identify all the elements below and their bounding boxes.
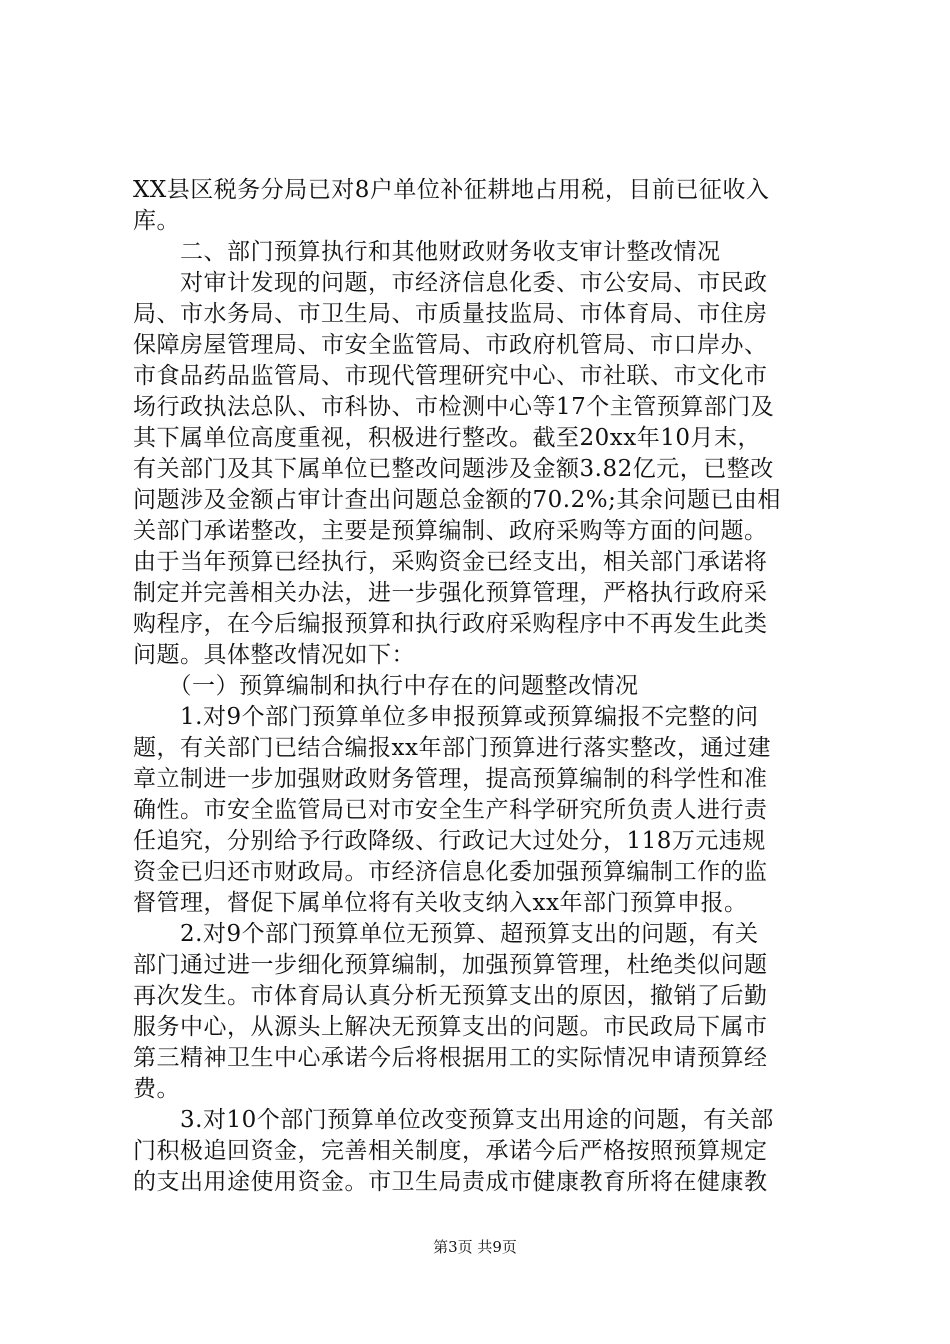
document-body [133,175,839,1198]
text-line: 第三精神卫生中心承诺今后将根据用工的实际情况申请预算经 [133,1045,768,1071]
text-line: 关部门承诺整改，主要是预算编制、政府采购等方面的问题。 [133,518,768,544]
text-line: 对审计发现的问题，市经济信息化委、市公安局、市民政 [133,270,768,296]
text-line: 再次发生。市体育局认真分析无预算支出的原因，撤销了后勤 [133,983,768,1009]
text-line: 问题涉及金额占审计查出问题总金额的70.2%;其余问题已由相 [133,487,781,513]
text-line: 库。 [133,208,180,234]
section-heading: 二、部门预算执行和其他财政财务收支审计整改情况 [133,239,721,265]
text-line: 门积极追回资金，完善相关制度，承诺今后严格按照预算规定 [133,1138,768,1164]
text-line: 费。 [133,1076,180,1102]
text-line: 制定并完善相关办法，进一步强化预算管理，严格执行政府采 [133,580,768,606]
text-line: 资金已归还市财政局。市经济信息化委加强预算编制工作的监 [133,859,768,885]
text-line: 保障房屋管理局、市安全监管局、市政府机管局、市口岸办、 [133,332,768,358]
text-line: 服务中心，从源头上解决无预算支出的问题。市民政局下属市 [133,1014,768,1040]
text-line: 其下属单位高度重视，积极进行整改。截至20xx年10月末， [133,425,761,451]
text-line: 有关部门及其下属单位已整改问题涉及金额3.82亿元，已整改 [133,456,774,482]
text-line: 章立制进一步加强财政财务管理，提高预算编制的科学性和准 [133,766,768,792]
subsection-heading: （一）预算编制和执行中存在的问题整改情况 [133,673,639,699]
text-line: 场行政执法总队、市科协、市检测中心等17个主管预算部门及 [133,394,775,420]
text-line: 督管理，督促下属单位将有关收支纳入xx年部门预算申报。 [133,890,748,916]
text-line: 市食品药品监管局、市现代管理研究中心、市社联、市文化市 [133,363,768,389]
text-line: 局、市水务局、市卫生局、市质量技监局、市体育局、市住房 [133,301,768,327]
text-line: 部门通过进一步细化预算编制，加强预算管理，杜绝类似问题 [133,952,768,978]
text-line: 任追究，分别给予行政降级、行政记大过处分，118万元违规 [133,828,766,854]
text-line: 的支出用途使用资金。市卫生局责成市健康教育所将在健康教 [133,1169,768,1195]
text-line: 确性。市安全监管局已对市安全生产科学研究所负责人进行责 [133,797,768,823]
text-line: 1.对9个部门预算单位多申报预算或预算编报不完整的问 [133,704,759,730]
text-line: 问题。具体整改情况如下： [133,642,415,668]
text-line: 题，有关部门已结合编报xx年部门预算进行落实整改，通过建 [133,735,771,761]
page-number-footer: 第3页 共9页 [433,1238,517,1256]
text-line: 由于当年预算已经执行，采购资金已经支出，相关部门承诺将 [133,549,768,575]
text-line: XX县区税务分局已对8户单位补征耕地占用税，目前已征收入 [133,177,770,203]
text-line: 3.对10个部门预算单位改变预算支出用途的问题，有关部 [133,1107,774,1133]
text-line: 2.对9个部门预算单位无预算、超预算支出的问题，有关 [133,921,759,947]
text-line: 购程序，在今后编报预算和执行政府采购程序中不再发生此类 [133,611,768,637]
